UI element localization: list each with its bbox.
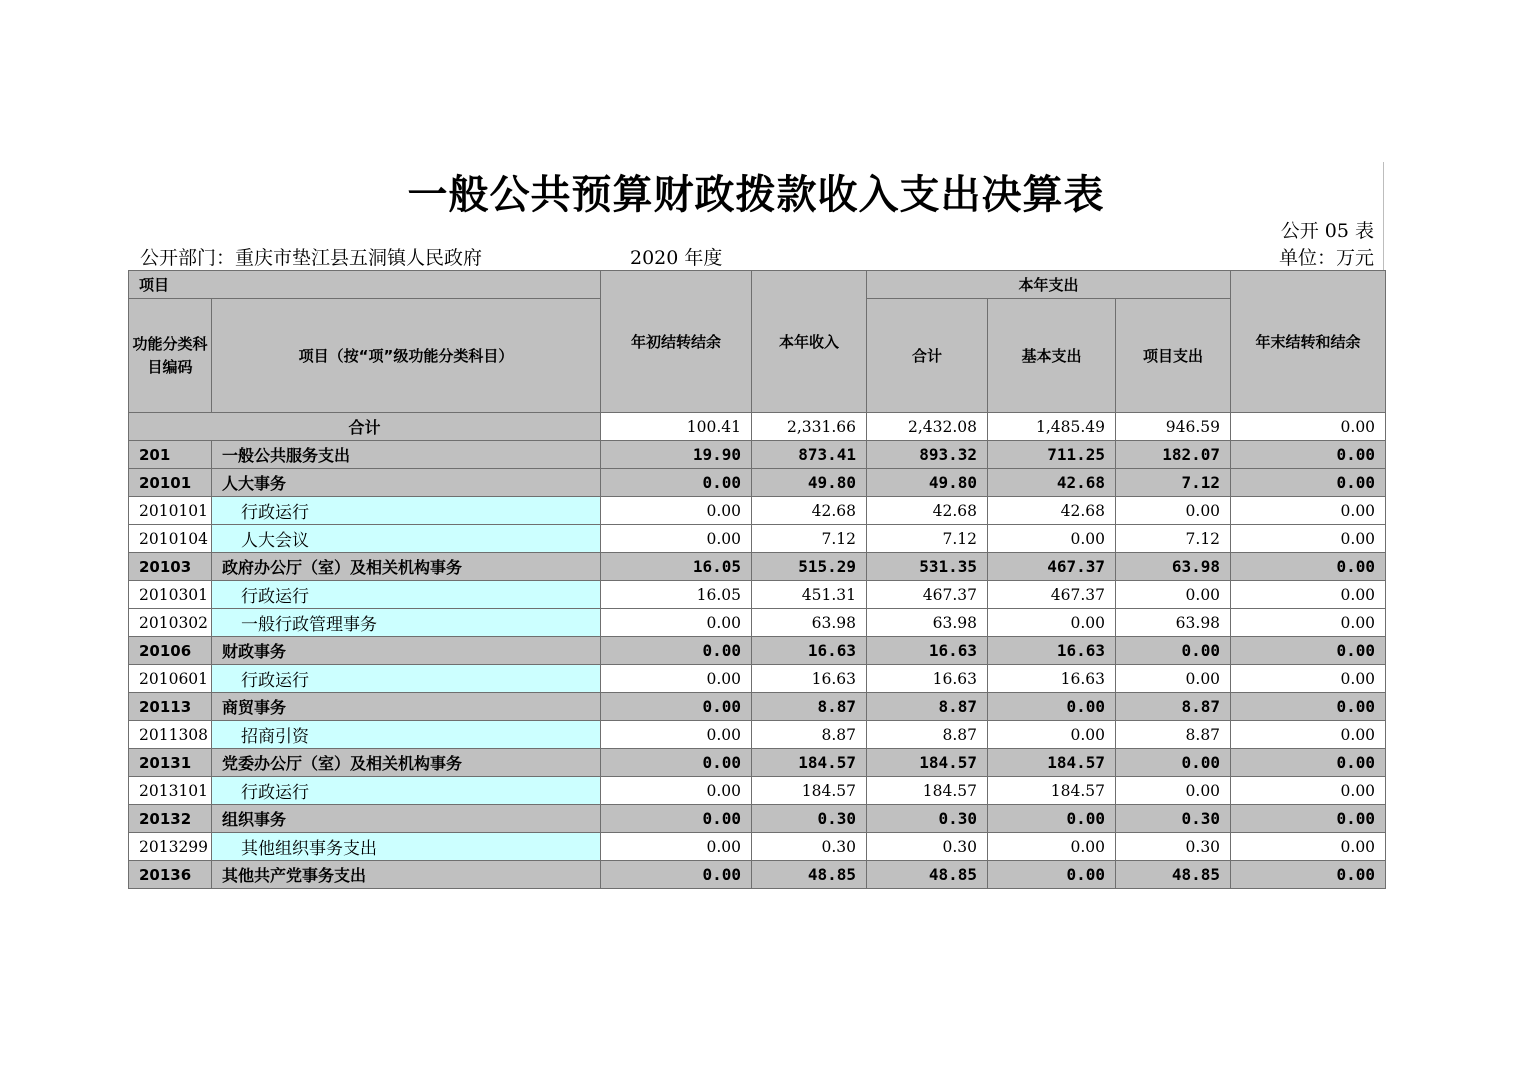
row-expense-total: 8.87	[867, 721, 988, 749]
row-carryover-end: 0.00	[1231, 777, 1386, 805]
row-code: 20132	[129, 805, 212, 833]
table-number: 公开 05 表	[1280, 220, 1374, 242]
row-name: 人大事务	[212, 469, 601, 497]
row-basic-expense: 42.68	[988, 497, 1116, 525]
row-project-expense: 0.00	[1116, 497, 1231, 525]
row-basic-expense: 467.37	[988, 553, 1116, 581]
row-carryover-end: 0.00	[1231, 581, 1386, 609]
row-income: 49.80	[752, 469, 867, 497]
row-expense-total: 893.32	[867, 441, 988, 469]
total-project-expense: 946.59	[1116, 413, 1231, 441]
row-carryover-begin: 16.05	[601, 581, 752, 609]
header-expense-group: 本年支出	[867, 271, 1231, 299]
row-project-expense: 0.30	[1116, 805, 1231, 833]
item-row	[129, 609, 1386, 637]
header-project-expense: 项目支出	[1116, 299, 1231, 413]
row-carryover-end: 0.00	[1231, 497, 1386, 525]
row-carryover-begin: 0.00	[601, 665, 752, 693]
row-carryover-end: 0.00	[1231, 861, 1386, 889]
row-project-expense: 0.00	[1116, 581, 1231, 609]
row-carryover-begin: 0.00	[601, 469, 752, 497]
row-basic-expense: 42.68	[988, 469, 1116, 497]
row-project-expense: 7.12	[1116, 525, 1231, 553]
row-carryover-end: 0.00	[1231, 721, 1386, 749]
row-carryover-end: 0.00	[1231, 749, 1386, 777]
row-basic-expense: 467.37	[988, 581, 1116, 609]
row-code: 20131	[129, 749, 212, 777]
row-carryover-end: 0.00	[1231, 525, 1386, 553]
row-income: 0.30	[752, 805, 867, 833]
row-income: 0.30	[752, 833, 867, 861]
table-body	[129, 271, 1386, 889]
row-expense-total: 42.68	[867, 497, 988, 525]
row-name: 一般公共服务支出	[212, 441, 601, 469]
row-carryover-end: 0.00	[1231, 609, 1386, 637]
header-code: 功能分类科目编码	[129, 299, 212, 413]
row-expense-total: 49.80	[867, 469, 988, 497]
row-project-expense: 0.00	[1116, 749, 1231, 777]
row-carryover-begin: 0.00	[601, 693, 752, 721]
row-expense-total: 184.57	[867, 749, 988, 777]
header-income: 本年收入	[752, 271, 867, 413]
header-carryover-end: 年末结转和结余	[1231, 271, 1386, 413]
row-carryover-begin: 0.00	[601, 609, 752, 637]
row-expense-total: 531.35	[867, 553, 988, 581]
row-carryover-end: 0.00	[1231, 805, 1386, 833]
category-row	[129, 805, 1386, 833]
row-carryover-end: 0.00	[1231, 665, 1386, 693]
header-carryover-begin: 年初结转结余	[601, 271, 752, 413]
row-income: 873.41	[752, 441, 867, 469]
row-basic-expense: 0.00	[988, 721, 1116, 749]
row-carryover-begin: 0.00	[601, 749, 752, 777]
row-code: 2010302	[129, 609, 212, 637]
department-label: 公开部门：重庆市垫江县五洞镇人民政府	[140, 247, 483, 269]
total-basic: 1,485.49	[988, 413, 1116, 441]
row-project-expense: 63.98	[1116, 553, 1231, 581]
total-row	[129, 413, 1386, 441]
row-expense-total: 7.12	[867, 525, 988, 553]
row-carryover-end: 0.00	[1231, 637, 1386, 665]
row-carryover-begin: 0.00	[601, 637, 752, 665]
row-carryover-begin: 0.00	[601, 525, 752, 553]
row-income: 8.87	[752, 693, 867, 721]
row-basic-expense: 0.00	[988, 525, 1116, 553]
row-project-expense: 8.87	[1116, 693, 1231, 721]
row-carryover-end: 0.00	[1231, 833, 1386, 861]
row-basic-expense: 0.00	[988, 833, 1116, 861]
row-carryover-end: 0.00	[1231, 441, 1386, 469]
total-income: 2,331.66	[752, 413, 867, 441]
row-expense-total: 467.37	[867, 581, 988, 609]
row-basic-expense: 0.00	[988, 693, 1116, 721]
row-code: 20103	[129, 553, 212, 581]
row-code: 2013101	[129, 777, 212, 805]
item-row	[129, 665, 1386, 693]
row-income: 515.29	[752, 553, 867, 581]
header-row-1	[129, 271, 1386, 299]
category-row	[129, 637, 1386, 665]
row-carryover-end: 0.00	[1231, 469, 1386, 497]
row-basic-expense: 184.57	[988, 777, 1116, 805]
item-row	[129, 721, 1386, 749]
row-name: 组织事务	[212, 805, 601, 833]
row-name: 党委办公厅（室）及相关机构事务	[212, 749, 601, 777]
row-basic-expense: 16.63	[988, 637, 1116, 665]
row-name: 招商引资	[212, 721, 601, 749]
row-basic-expense: 184.57	[988, 749, 1116, 777]
row-expense-total: 184.57	[867, 777, 988, 805]
row-carryover-begin: 0.00	[601, 777, 752, 805]
row-income: 184.57	[752, 749, 867, 777]
row-project-expense: 48.85	[1116, 861, 1231, 889]
item-row	[129, 833, 1386, 861]
row-project-expense: 0.00	[1116, 665, 1231, 693]
row-basic-expense: 0.00	[988, 609, 1116, 637]
category-row	[129, 749, 1386, 777]
row-carryover-end: 0.00	[1231, 553, 1386, 581]
row-income: 184.57	[752, 777, 867, 805]
row-project-expense: 182.07	[1116, 441, 1231, 469]
row-code: 2010104	[129, 525, 212, 553]
row-code: 2010301	[129, 581, 212, 609]
row-name: 行政运行	[212, 497, 601, 525]
row-carryover-begin: 16.05	[601, 553, 752, 581]
row-project-expense: 8.87	[1116, 721, 1231, 749]
row-project-expense: 0.30	[1116, 833, 1231, 861]
row-income: 48.85	[752, 861, 867, 889]
header-basic: 基本支出	[988, 299, 1116, 413]
row-project-expense: 0.00	[1116, 637, 1231, 665]
row-expense-total: 0.30	[867, 833, 988, 861]
row-name: 其他组织事务支出	[212, 833, 601, 861]
row-expense-total: 8.87	[867, 693, 988, 721]
row-expense-total: 63.98	[867, 609, 988, 637]
page-title: 一般公共预算财政拨款收入支出决算表	[407, 171, 1105, 218]
category-row	[129, 469, 1386, 497]
row-carryover-begin: 0.00	[601, 833, 752, 861]
row-name: 人大会议	[212, 525, 601, 553]
row-name: 行政运行	[212, 777, 601, 805]
row-code: 2010101	[129, 497, 212, 525]
row-code: 20113	[129, 693, 212, 721]
category-row	[129, 693, 1386, 721]
category-row	[129, 553, 1386, 581]
row-code: 20136	[129, 861, 212, 889]
header-project-name: 项目（按“项”级功能分类科目）	[212, 299, 601, 413]
header-project: 项目	[129, 271, 601, 299]
total-expense: 2,432.08	[867, 413, 988, 441]
row-income: 16.63	[752, 665, 867, 693]
row-income: 16.63	[752, 637, 867, 665]
category-row	[129, 441, 1386, 469]
item-row	[129, 525, 1386, 553]
row-name: 行政运行	[212, 581, 601, 609]
row-name: 行政运行	[212, 665, 601, 693]
category-row	[129, 861, 1386, 889]
row-name: 财政事务	[212, 637, 601, 665]
row-income: 42.68	[752, 497, 867, 525]
row-expense-total: 16.63	[867, 665, 988, 693]
row-expense-total: 16.63	[867, 637, 988, 665]
row-carryover-begin: 0.00	[601, 721, 752, 749]
row-income: 63.98	[752, 609, 867, 637]
row-income: 451.31	[752, 581, 867, 609]
row-project-expense: 0.00	[1116, 777, 1231, 805]
row-carryover-begin: 0.00	[601, 497, 752, 525]
row-code: 2010601	[129, 665, 212, 693]
row-code: 2013299	[129, 833, 212, 861]
row-income: 7.12	[752, 525, 867, 553]
row-basic-expense: 711.25	[988, 441, 1116, 469]
row-code: 2011308	[129, 721, 212, 749]
budget-table	[128, 270, 1386, 889]
row-basic-expense: 16.63	[988, 665, 1116, 693]
row-carryover-begin: 0.00	[601, 861, 752, 889]
row-carryover-begin: 0.00	[601, 805, 752, 833]
total-carryover-begin: 100.41	[601, 413, 752, 441]
row-expense-total: 48.85	[867, 861, 988, 889]
item-row	[129, 581, 1386, 609]
row-code: 201	[129, 441, 212, 469]
row-name: 商贸事务	[212, 693, 601, 721]
row-project-expense: 7.12	[1116, 469, 1231, 497]
item-row	[129, 777, 1386, 805]
row-income: 8.87	[752, 721, 867, 749]
row-name: 其他共产党事务支出	[212, 861, 601, 889]
row-carryover-end: 0.00	[1231, 693, 1386, 721]
row-basic-expense: 0.00	[988, 861, 1116, 889]
item-row	[129, 497, 1386, 525]
total-carryover-end: 0.00	[1231, 413, 1386, 441]
row-name: 一般行政管理事务	[212, 609, 601, 637]
total-label: 合计	[129, 413, 601, 441]
row-code: 20106	[129, 637, 212, 665]
unit-label: 单位：万元	[1278, 247, 1374, 269]
row-name: 政府办公厅（室）及相关机构事务	[212, 553, 601, 581]
row-code: 20101	[129, 469, 212, 497]
fiscal-year-label: 2020 年度	[630, 247, 723, 269]
header-total: 合计	[867, 299, 988, 413]
row-carryover-begin: 19.90	[601, 441, 752, 469]
row-basic-expense: 0.00	[988, 805, 1116, 833]
row-expense-total: 0.30	[867, 805, 988, 833]
row-project-expense: 63.98	[1116, 609, 1231, 637]
